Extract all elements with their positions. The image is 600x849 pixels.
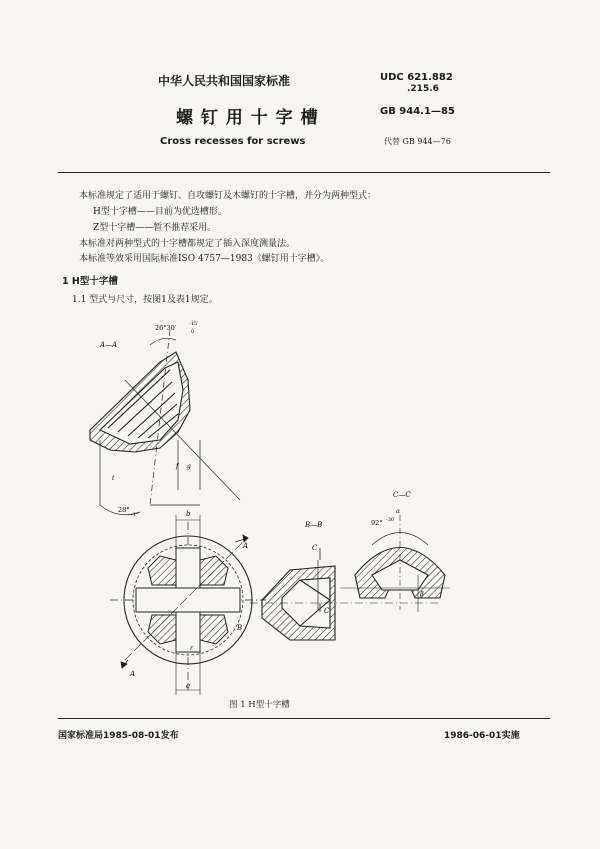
section-b-mark: B [237,624,243,632]
dim-b: b [186,510,191,518]
gb-code: GB 944.1—85 [380,106,455,117]
label-a-a: A—A [100,341,118,349]
effective-date: 1986-06-01实施 [444,731,520,741]
dim-t: t [112,475,115,482]
intro-paragraph-3: 本标准等效采用国际标准ISO 4757—1983《螺钉用十字槽》。 [79,254,330,264]
section-a-a [90,330,240,515]
section-c-c [340,515,450,612]
angle-top-tol: -15′ [189,321,199,327]
title-zh: 螺 钉 用 十 字 槽 [176,108,319,128]
angle-right-tol: -30′ [386,517,396,523]
dim-f: f [176,463,179,470]
intro-paragraph-2: 本标准对两种型式的十字槽都规定了插入深度测量法。 [79,239,296,249]
section-heading: 1 H型十字槽 [62,276,118,287]
dim-g: g [187,463,191,470]
footer-divider [58,718,550,719]
section-sub: 1.1 型式与尺寸，按图1及表1规定。 [72,295,218,305]
label-b-b: B—B [305,521,323,529]
title-en: Cross recesses for screws [160,136,306,147]
angle-right: 92° [371,519,383,527]
angle-left-tol: -1° [131,512,139,518]
standard-org: 中华人民共和国国家标准 [158,74,291,88]
intro-paragraph: 本标准规定了适用于螺钉、自攻螺钉及木螺钉的十字槽，并分为两种型式： [79,191,377,201]
h-type-note: H型十字槽——目前为优选槽形。 [93,207,227,217]
dim-a: a [396,507,400,515]
z-type-note: Z型十字槽——暂不推荐采用。 [93,223,217,233]
label-c-c: C—C [393,491,411,499]
angle-top-tol-2: 0 [191,329,195,335]
replaces-note: 代替 GB 944—76 [384,137,451,146]
section-a-mark-2: A [130,670,136,678]
dim-e: e [186,682,191,690]
dim-beta: β [420,590,424,598]
section-c-mark-2: C [324,607,330,615]
section-c-mark: C [312,544,318,552]
angle-top: 26°30′ [155,324,177,332]
angle-left: 28° [118,506,130,514]
issue-date: 国家标准局1985-08-01发布 [58,731,179,741]
figure-caption: 图 1 H型十字槽 [229,700,290,710]
udc-code: UDC 621.882 [380,72,453,83]
udc-code-cont: .215.6 [407,84,439,94]
section-a-mark: A [243,542,249,550]
dim-r: r [190,645,193,652]
